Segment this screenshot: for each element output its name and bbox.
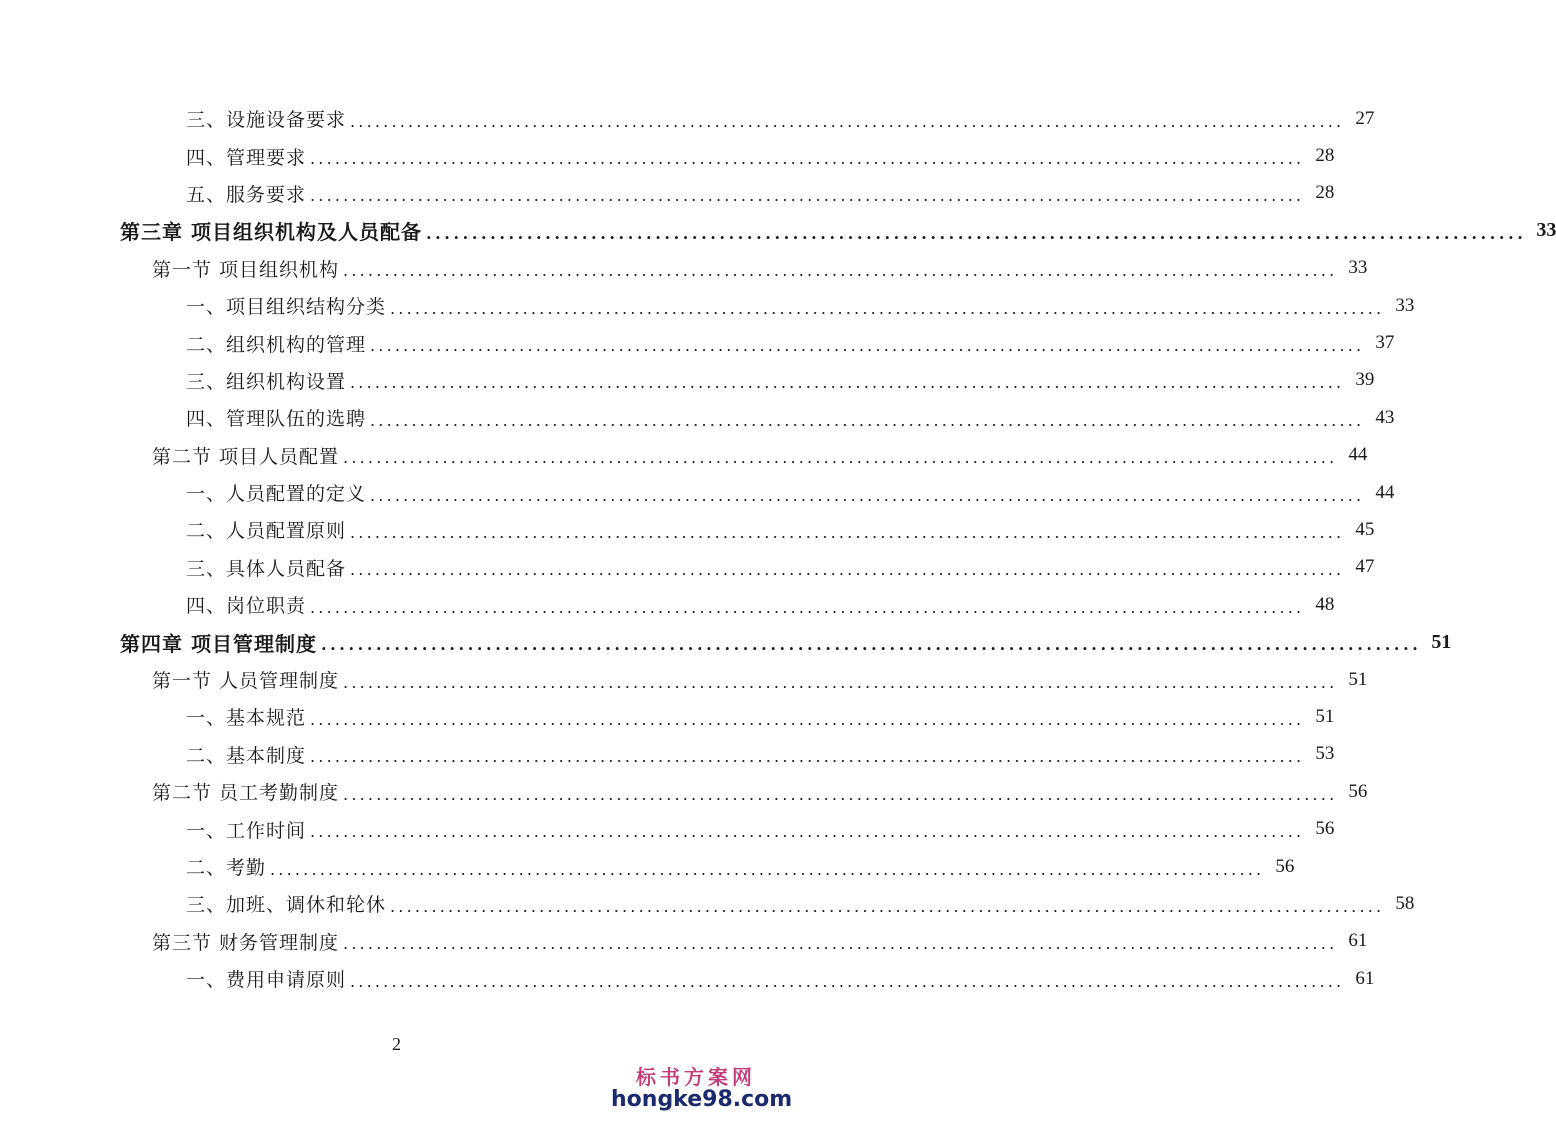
toc-entry-page: 56: [1275, 855, 1295, 877]
toc-entry[interactable]: [0, 437, 1368, 474]
toc-dot-leader: ........................................................................................................................: [370, 336, 1365, 356]
toc-entry-title: 四、岗位职责: [186, 595, 307, 618]
toc-entry[interactable]: [0, 212, 1556, 249]
toc-entry-page: 33: [1536, 219, 1556, 242]
toc-dot-leader: ........................................................................................................................: [343, 672, 1338, 692]
toc-entry-title: 一、人员配置的定义: [186, 483, 367, 506]
toc-entry-page: 61: [1348, 930, 1368, 952]
toc-entry-page: 45: [1355, 518, 1375, 540]
toc-entry[interactable]: [0, 362, 1375, 399]
toc-entry-title: 第四章 项目管理制度: [120, 631, 317, 656]
toc-entry-title: 第一节 人员管理制度: [152, 670, 340, 693]
toc-entry-title: 第三章 项目组织机构及人员配备: [120, 220, 422, 245]
toc-entry-title: 五、服务要求: [186, 183, 307, 206]
toc-entry-title: 三、加班、调休和轮休: [186, 894, 387, 917]
toc-entry-page: 28: [1315, 145, 1335, 167]
toc-dot-leader: ........................................................................................................................: [425, 223, 1527, 243]
toc-entry-title: 二、考勤: [186, 857, 267, 879]
toc-dot-leader: ........................................................................................................................: [350, 373, 1345, 393]
toc-entry-title: 第三节 财务管理制度: [152, 931, 340, 954]
toc-entry-page: 51: [1431, 630, 1452, 653]
toc-dot-leader: ........................................................................................................................: [370, 485, 1365, 505]
toc-entry-page: 44: [1348, 444, 1368, 466]
toc-entry-title: 三、设施设备要求: [186, 109, 347, 132]
toc-entry-title: 二、基本制度: [186, 744, 307, 767]
toc-entry[interactable]: [0, 250, 1368, 287]
toc-entry[interactable]: [0, 773, 1368, 810]
toc-entry-page: 39: [1355, 369, 1375, 391]
toc-entry[interactable]: [0, 474, 1395, 511]
toc-entry-page: 33: [1348, 257, 1368, 279]
toc-entry-title: 三、组织机构设置: [186, 370, 347, 393]
toc-entry[interactable]: [0, 661, 1368, 698]
toc-entry-title: 第二节 员工考勤制度: [152, 782, 340, 805]
page-number: 2: [392, 1034, 401, 1054]
toc-entry[interactable]: [0, 623, 1452, 660]
toc-entry-page: 56: [1315, 818, 1335, 840]
toc-entry-title: 四、管理要求: [186, 146, 307, 169]
toc-dot-leader: ........................................................................................................................: [270, 859, 1265, 879]
toc-dot-leader: ........................................................................................................................: [350, 971, 1345, 991]
toc-entry-page: 44: [1375, 481, 1395, 503]
toc-dot-leader: ........................................................................................................................: [343, 784, 1338, 804]
toc-entry[interactable]: [0, 736, 1335, 773]
toc-entry-title: 一、工作时间: [186, 819, 307, 842]
toc-entry-title: 四、管理队伍的选聘: [186, 408, 367, 431]
toc-entry-page: 47: [1355, 556, 1375, 578]
toc-entry[interactable]: [0, 324, 1395, 361]
toc-dot-leader: ........................................................................................................................: [310, 597, 1305, 617]
watermark-logo: [611, 1064, 793, 1112]
toc-entry[interactable]: [0, 960, 1375, 997]
toc-entry-title: 第一节 项目组织机构: [152, 258, 340, 281]
toc-entry[interactable]: [0, 698, 1335, 735]
toc-dot-leader: ........................................................................................................................: [320, 635, 1422, 655]
toc-dot-leader: ........................................................................................................................: [343, 448, 1338, 468]
toc-entry[interactable]: [0, 885, 1415, 922]
toc-dot-leader: ........................................................................................................................: [350, 111, 1345, 131]
toc-dot-leader: ........................................................................................................................: [390, 896, 1385, 916]
toc-entry[interactable]: [0, 137, 1335, 174]
toc-entry[interactable]: [0, 511, 1375, 548]
toc-entry-page: 28: [1315, 182, 1335, 204]
toc-entry-title: 一、费用申请原则: [186, 969, 347, 992]
toc-entry[interactable]: [0, 923, 1368, 960]
toc-entry-page: 53: [1315, 743, 1335, 765]
toc-entry-page: 43: [1375, 406, 1395, 428]
toc-entry[interactable]: [0, 100, 1375, 137]
watermark-url: hongke98.com: [611, 1086, 793, 1112]
toc-dot-leader: ........................................................................................................................: [370, 410, 1365, 430]
toc-dot-leader: ........................................................................................................................: [343, 934, 1338, 954]
toc-entry-page: 61: [1355, 967, 1375, 989]
toc-dot-leader: ........................................................................................................................: [310, 822, 1305, 842]
toc-entry-page: 56: [1348, 780, 1368, 802]
toc-entry[interactable]: [0, 175, 1335, 212]
toc-entry-page: 37: [1375, 332, 1395, 354]
toc-entry[interactable]: [0, 549, 1375, 586]
toc-entry-title: 第二节 项目人员配置: [152, 445, 340, 468]
toc-entry-page: 51: [1348, 668, 1368, 690]
watermark-title: 标书方案网: [636, 1064, 756, 1089]
toc-dot-leader: ........................................................................................................................: [390, 298, 1385, 318]
toc-entry[interactable]: [0, 399, 1395, 436]
toc-entry-title: 一、基本规范: [186, 707, 307, 730]
toc-dot-leader: ........................................................................................................................: [343, 261, 1338, 281]
toc-entry-title: 一、项目组织结构分类: [186, 296, 387, 319]
toc-entry[interactable]: [0, 287, 1415, 324]
toc-entry[interactable]: [0, 810, 1335, 847]
toc-dot-leader: ........................................................................................................................: [310, 709, 1305, 729]
toc-dot-leader: ........................................................................................................................: [310, 747, 1305, 767]
toc-entry-title: 三、具体人员配备: [186, 557, 347, 580]
toc-dot-leader: ........................................................................................................................: [350, 560, 1345, 580]
toc-dot-leader: ........................................................................................................................: [310, 186, 1305, 206]
toc-entry-page: 48: [1315, 593, 1335, 615]
toc-entry-page: 58: [1395, 892, 1415, 914]
toc-entry[interactable]: [0, 848, 1295, 885]
table-of-contents: [0, 100, 1556, 997]
toc-entry-title: 二、组织机构的管理: [186, 333, 367, 356]
toc-entry-page: 33: [1395, 294, 1415, 316]
toc-dot-leader: ........................................................................................................................: [310, 149, 1305, 169]
toc-entry-title: 二、人员配置原则: [186, 520, 347, 543]
toc-entry-page: 27: [1355, 107, 1375, 129]
toc-entry-page: 51: [1315, 705, 1335, 727]
toc-dot-leader: ........................................................................................................................: [350, 522, 1345, 542]
toc-entry[interactable]: [0, 586, 1335, 623]
